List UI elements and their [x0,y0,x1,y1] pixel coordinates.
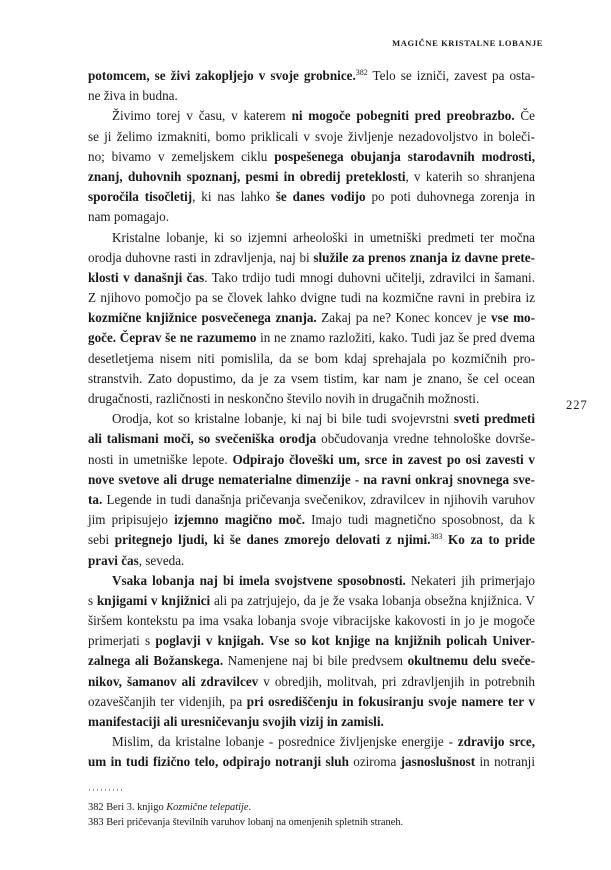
text-run: ne živa in budna. [88,88,178,104]
footnote-number: 383 [88,817,104,828]
footnote-reference: 382 [355,68,368,77]
bold-text: knjigami v knjižnici [96,592,211,608]
text-line [88,86,535,106]
footnote-382 [88,800,403,815]
text-line [88,308,535,328]
text-run: no; bivamo v zemeljskem ciklu [88,148,275,164]
text-line [88,651,535,671]
bold-text: ali talismani moči, so svečeniška orodja [88,431,317,447]
text-run: Orodja, kot so kristalne lobanje, ki naj bi bile tudi svojevrstni [112,411,454,427]
text-line [88,530,535,550]
bold-text: pritegnejo ljudi, ki še danes zmorejo delovati z njimi. [114,532,431,548]
bold-text: vse mo- [491,310,535,326]
text-line [88,591,535,611]
bold-text: Odpirajo človeški um, srce in zavest po osi zavesti v [232,451,535,467]
bold-text: pravi čas [88,552,139,568]
text-line [88,288,535,308]
bold-text: nove svetove ali druge nematerialne dimenzije - na ravni onkraj snovnega sve- [88,471,535,487]
text-line [88,571,535,591]
text-line [88,409,535,429]
text-line [88,470,535,490]
body-text [88,66,535,773]
footnote-383 [88,815,403,830]
text-line [88,551,535,571]
footnotes [88,800,403,830]
footnote-tail: . [248,802,252,813]
bold-text: poglavji v knjigah. Vse so kot knjige na knjižnih policah Univer- [155,633,535,649]
text-run: drugačnosti, različnosti in neskončno število novih in drugačnih možnosti. [88,391,480,406]
bold-text: okultnemu delu sveče- [407,653,536,669]
bold-text: um in tudi fizično telo, odpirajo notranji sluh [88,754,349,770]
text-line [88,268,535,288]
text-run: Nekateri jih primerjajo [405,572,535,588]
text-run: primerjati s [88,633,156,649]
text-line [88,106,535,126]
text-run: Če [514,108,535,124]
text-line [88,389,535,409]
footnote-number: 382 [88,802,104,813]
text-line [88,369,535,389]
text-run: v obredjih, molitvah, pri zdravljenjih in potrebnih [258,673,535,689]
text-run: Legende in tudi današnja pričevanja svečenikov, zdravilcev in njihovih varuhov [102,491,535,507]
text-run: desetletjema nisem niti pomislila, da se bom kdaj sprehajala po kozmičnih pro- [88,350,535,366]
text-line [88,167,535,187]
text-line [88,207,535,227]
footnote-reference: 383 [430,532,443,542]
bold-text: sveti predmeti [453,411,535,427]
text-run: , v katerih so shranjena [405,168,536,184]
footnote-separator: ········· [88,785,124,795]
text-run: s [88,592,97,608]
footnote-text: Beri 3. knjigo [106,802,167,813]
text-line [88,752,535,772]
bold-text: jasnoslušnost [400,754,476,770]
bold-text: klosti v današnji čas [88,269,205,285]
footnote-book-title: Kozmične telepatije [166,802,249,813]
bold-text: znanj, duhovnih spoznanj, pesmi in obredij preteklosti [88,168,406,184]
bold-text: ni mogoče pobegniti pred preobrazbo. [291,108,515,124]
text-line [88,631,535,651]
text-run: občudovanja vredne tehnološke dovrše- [316,431,536,447]
text-run: Telo se izniči, zavest pa osta- [367,68,535,83]
text-run: , seveda. [138,552,185,568]
text-run: . Tako trdijo tudi mnogi duhovni učitelji, zdravilci in šamani. [204,269,535,285]
text-run: Mislim, da kristalne lobanje - posrednice življenjske energije - [112,734,458,750]
bold-text: zdravijo srce, [457,734,536,750]
bold-text: manifestaciji ali uresničevanju svojih vizij in zamisli. [88,714,384,729]
text-line [88,611,535,631]
bold-text: goče. Čeprav še ne razumemo [88,330,257,346]
text-run: Namenjene naj bi bile predvsem [223,653,408,669]
bold-text: služile za prenos znanja iz davne prete- [313,249,535,265]
footnote-text: Beri pričevanja številnih varuhov lobanj na omenjenih spletnih straneh. [106,817,404,828]
bold-text: Vsaka lobanja naj bi imela svojstvene sposobnosti. [112,572,406,588]
text-run: orodja duhovne rasti in zdravljenja, naj bi [88,249,314,265]
bold-text: pospešenega obujanja starodavnih modrosti, [274,148,535,164]
bold-text: ta. [88,491,103,507]
text-run: , ki nas lahko [192,189,276,205]
text-run: ali pa zatrjujejo, da je že vsaka lobanja obsežna knjižnica. V [210,592,535,608]
text-line [88,732,535,752]
text-run: po poti duhovnega zorenja in [365,189,536,205]
bold-text: sporočila tisočletij [88,189,193,205]
text-run: Imajo tudi magnetično sposobnost, da k [304,512,536,528]
text-run: ozaveščanjih ter videnjih, pa [88,693,247,709]
text-run: nam pomagajo. [88,209,170,225]
bold-text: nikov, šamanov ali zdravilcev [88,673,259,689]
text-line [88,450,535,470]
text-line [88,228,535,248]
text-run: in ne znamo razložiti, kako. Tudi jaz še pred dvema [256,330,535,346]
page-number: 227 [566,398,588,412]
text-line [88,510,535,530]
text-line [88,66,535,86]
bold-text: pri osrediščenju in fokusiranju svoje namere ter v [246,693,535,709]
text-line [88,147,535,167]
text-line [88,712,535,732]
text-run: nosti in umetniške lepote. [88,451,233,467]
text-line [88,127,535,147]
text-run: širšem kontekstu pa ima vsaka lobanja svoje vibracijske kakovosti in jo je mogoče [88,613,535,629]
bold-text: še danes vodijo [275,189,366,205]
text-line [88,490,535,510]
text-run: Živimo torej v času, v katerem [112,108,292,124]
text-line [88,672,535,692]
text-run: Z njihovo pomočjo pa se človek lahko dvigne tudi na kozmične ravni in prebira iz [88,290,535,306]
text-run: sebi [88,532,115,548]
bold-text: potomcem, se živi zakopljejo v svoje grobnice. [88,68,356,83]
text-run: Zakaj pa ne? Konec koncev je [316,310,492,326]
text-run: se ji želimo izmakniti, bomo priklicali v svoje življenje nezadovoljstvo in boleči- [88,128,535,144]
text-line [88,429,535,449]
text-line [88,692,535,712]
text-line [88,248,535,268]
text-run: Kristalne lobanje, ki so izjemni arheološki in umetniški predmeti ter močna [112,229,535,245]
text-run: oziroma [348,754,401,770]
bold-text: zalnega ali Božanskega. [88,653,224,669]
bold-text: izjemno magično moč. [174,512,305,528]
running-head: MAGIČNE KRISTALNE LOBANJE [392,38,543,48]
text-run: stranstvih. Zato dopustimo, da je za vsem tistim, kar nam je znano, še cel ocean [88,370,535,386]
text-run: jim pripisujejo [88,512,175,528]
text-line [88,349,535,369]
bold-text: Ko za to pride [442,532,535,548]
bold-text: kozmične knjižnice posvečenega znanja. [88,310,317,326]
text-line [88,328,535,348]
text-line [88,187,535,207]
text-run: in notranji [475,754,535,770]
